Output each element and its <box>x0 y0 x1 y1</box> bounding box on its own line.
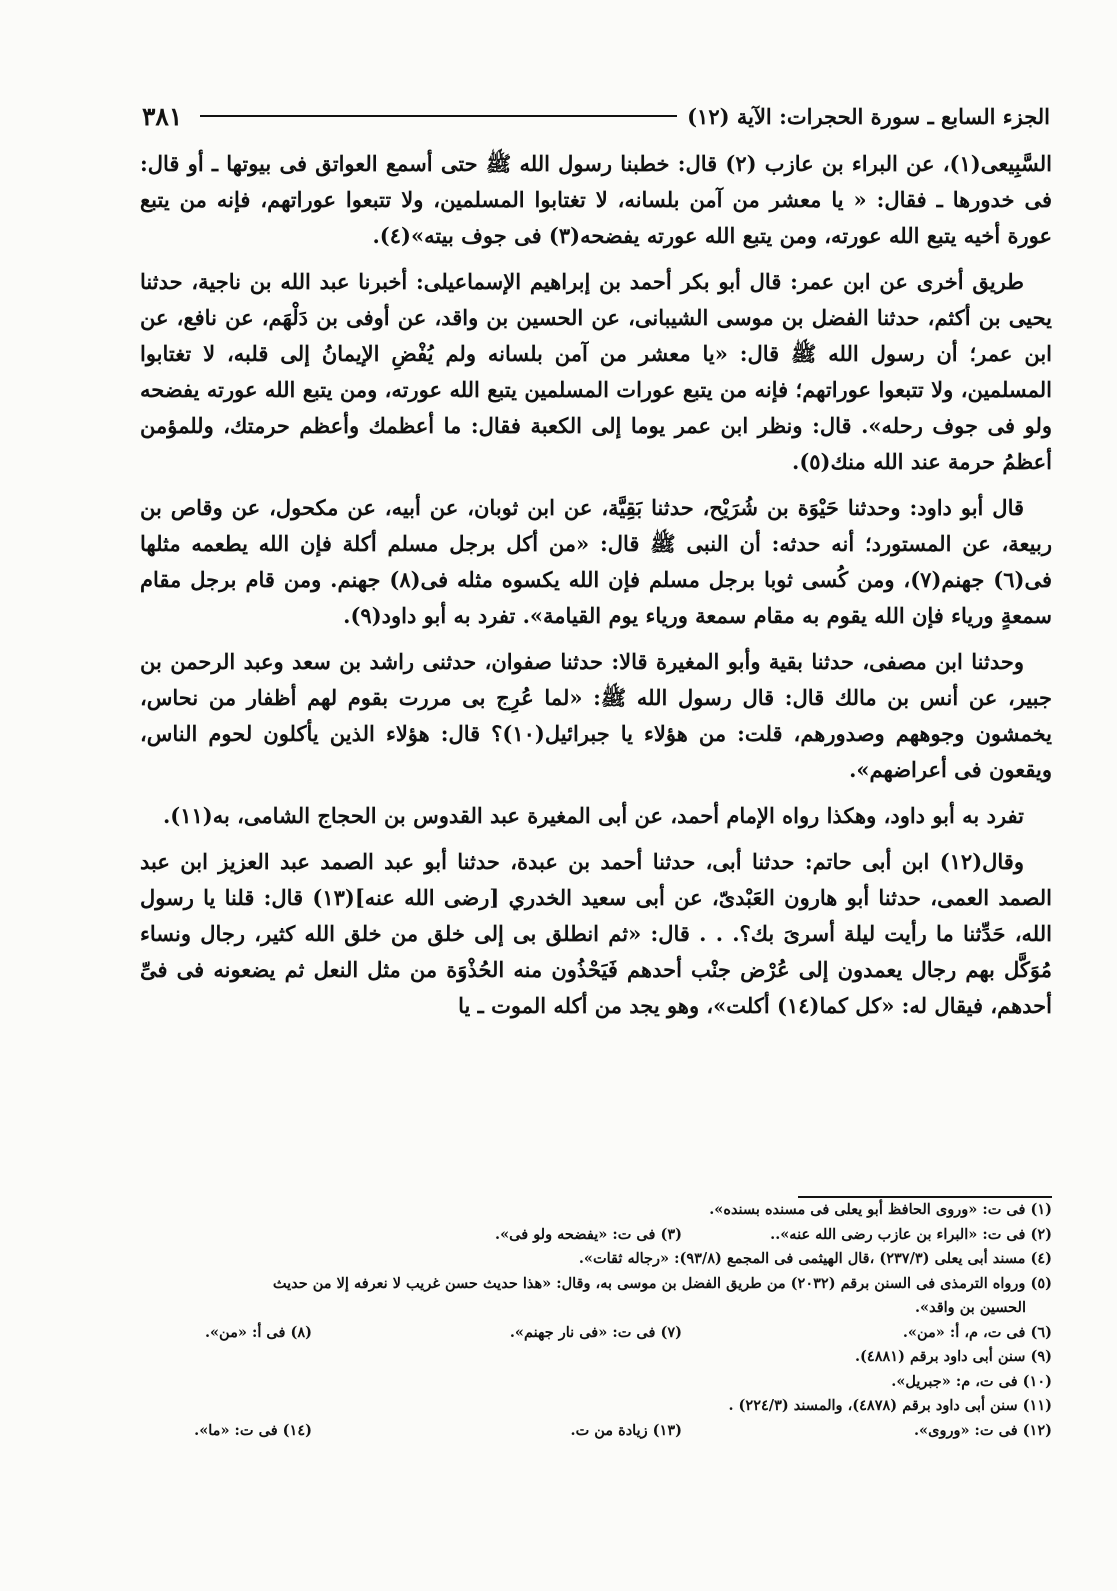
footnote: (١) فى ت: «وروى الحافظ أبو يعلى فى مسنده بسنده». <box>709 1201 1052 1218</box>
footnote: (٨) فى أ: «من». <box>204 1323 312 1341</box>
footnote: (٤) مسند أبى يعلى (٢٣٧/٣) ،قال الهيثمى فى المجمع (٩٣/٨): «رجاله ثقات». <box>578 1250 1052 1267</box>
paragraph: قال أبو داود: وحدثنا حَيْوَة بن شُرَيْح، حدثنا بَقِيَّة، عن ابن ثوبان، عن أبيه، عن مكحول، عن وقاص بن ربيعة، عن المستورد؛ أنه حدثه: أن النبى ﷺ قال: «من أكل برجل مسلم أكلة فإن الله يطعمه مثلها فى(٦) جهنم(٧)، ومن كُسى ثوبا برجل مسلم فإن الله يكسوه مثله فى(٨) جهنم. ومن قام برجل مقام سمعةٍ ورياء فإن الله يقوم به مقام سمعة ورياء يوم القيامة». تفرد به أبو داود(٩). <box>140 495 1052 628</box>
footnote: (٣) فى ت: «يفضحه ولو فى». <box>495 1225 682 1243</box>
footnote: (٦) فى ت، م، أ: «من». <box>902 1323 1052 1341</box>
footnote: (٢) فى ت: «البراء بن عازب رضى الله عنه».. <box>770 1225 1052 1243</box>
paragraph: وحدثنا ابن مصفى، حدثنا بقية وأبو المغيرة قالا: حدثنا صفوان، حدثنى راشد بن سعد وعبد الرحمن بن جبير، عن أنس بن مالك قال: قال رسول الله ﷺ: «لما عُرِج بى مررت بقوم لهم أظفار من نحاس، يخمشون وجوههم وصدورهم، قلت: من هؤلاء يا جبرائيل(١٠)؟ قال: هؤلاء الذين يأكلون لحوم الناس، ويقعون فى أعراضهم». <box>140 649 1053 782</box>
page-number: ٣٨١ <box>142 101 183 131</box>
footnote: (٥) ورواه الترمذى فى السنن برقم (٢٠٣٢) من طريق الفضل بن موسى به، وقال: «هذا حديث حسن غريب لا نعرفه إلا من حديث <box>272 1274 1052 1292</box>
paragraph: وقال(١٢) ابن أبى حاتم: حدثنا أبى، حدثنا أحمد بن عبدة، حدثنا أبو عبد الصمد عبد العزيز ابن عبد الصمد العمى، حدثنا أبو هارون العَبْدىّ، عن أبى سعيد الخدري [رضى الله عنه](١٣) قال: قلنا يا رسول الله، حَدِّثنا ما رأيت ليلة أسرىَ بك؟. . . قال: «ثم انطلق بى إلى خلق من خلق الله كثير، رجال ونساء مُوَكَّل بهم رجال يعمدون إلى عُرْض جنْب أحدهم فَيَحْذُون منه الحُذْوَة من مثل النعل ثم يضعونه فى فىِّ أحدهم، فيقال له: «كل كما(١٤) أكلت»، وهو يجد من أكله الموت ـ يا <box>140 849 1052 1018</box>
main-text <box>140 146 1052 1034</box>
footnote: (١١) سنن أبى داود برقم (٤٨٧٨)، والمسند (٢٢٤/٣) . <box>728 1397 1052 1414</box>
paragraph: السَّبِيعى(١)، عن البراء بن عازب (٢) قال: خطبنا رسول الله ﷺ حتى أسمع العواتق فى بيوتها ـ أو قال: فى خدورها ـ فقال: « يا معشر من آمن بلسانه، لا تغتابوا المسلمين، ولا تتبعوا عوراتهم، فإنه من يتبع عورة أخيه يتبع الله عورته، ومن يتبع الله عورته يفضحه(٣) فى جوف بيته»(٤). <box>140 151 1052 248</box>
running-header <box>142 94 1050 138</box>
footnote: (٧) فى ت: «فى نار جهنم». <box>509 1323 682 1341</box>
footnote: (١٤) فى ت: «ما». <box>194 1421 312 1439</box>
footnote-continuation: الحسين بن واقد». <box>914 1299 1026 1316</box>
footnote: (١٣) زيادة من ت. <box>570 1421 682 1439</box>
footnote: (١٠) فى ت، م: «جبريل». <box>891 1372 1052 1390</box>
header-rule <box>200 115 677 117</box>
paragraph: طريق أخرى عن ابن عمر: قال أبو بكر أحمد بن إبراهيم الإسماعيلى: أخبرنا عبد الله بن ناجية، حدثنا يحيى بن أكثم، حدثنا الفضل بن موسى الشيبانى، عن الحسين بن واقد، عن أوفى بن دَلْهَم، عن نافع، عن ابن عمر؛ أن رسول الله ﷺ قال: «يا معشر من آمن بلسانه ولم يُفْضِ الإيمانُ إلى قلبه، لا تغتابوا المسلمين، ولا تتبعوا عوراتهم؛ فإنه من يتبع عورات المسلمين يتبع الله عورته، ومن يتبع الله عورته يفضحه ولو فى جوف رحله». قال: ونظر ابن عمر يوما إلى الكعبة فقال: ما أعظمك وأعظم حرمتك، وللمؤمن أعظمُ حرمة عند الله منك(٥). <box>140 269 1052 474</box>
running-title: الجزء السابع ـ سورة الحجرات: الآية (١٢) <box>687 103 1050 129</box>
footnote: (١٢) فى ت: «وروى». <box>913 1421 1052 1439</box>
footnote: (٩) سنن أبى داود برقم (٤٨٨١). <box>855 1348 1052 1365</box>
paragraph: تفرد به أبو داود، وهكذا رواه الإمام أحمد، عن أبى المغيرة عبد القدوس بن الحجاج الشامى، به(١١). <box>162 803 1024 828</box>
footnotes <box>140 1198 1052 1443</box>
